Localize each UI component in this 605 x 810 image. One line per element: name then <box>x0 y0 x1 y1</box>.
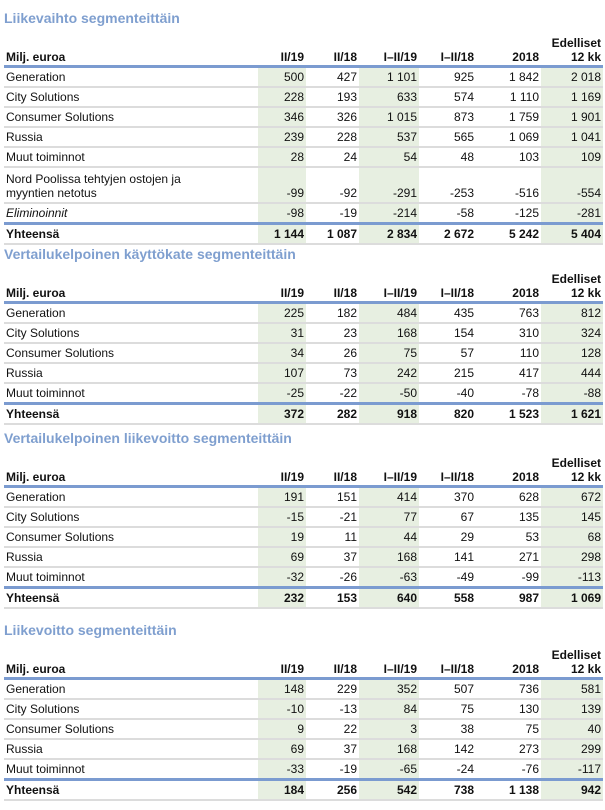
cell-value: 628 <box>476 487 541 508</box>
cell-value: 417 <box>476 363 541 383</box>
column-header-line2: 12 kk <box>570 286 601 300</box>
cell-value: -10 <box>258 699 306 719</box>
cell-value: -49 <box>419 567 476 588</box>
cell-value: 215 <box>419 363 476 383</box>
cell-value: 142 <box>419 739 476 759</box>
total-label: Yhteensä <box>4 404 258 425</box>
cell-value: -63 <box>359 567 419 588</box>
cell-value: 812 <box>541 303 603 324</box>
cell-value: -516 <box>476 167 541 203</box>
row-label: City Solutions <box>4 507 258 527</box>
cell-value: 23 <box>306 323 359 343</box>
column-header-line1: Edelliset <box>551 36 601 50</box>
cell-value: 84 <box>359 699 419 719</box>
cell-value: -78 <box>476 383 541 404</box>
cell-value: -24 <box>419 759 476 780</box>
cell-value: 346 <box>258 107 306 127</box>
cell-value: -125 <box>476 203 541 224</box>
cell-value: -13 <box>306 699 359 719</box>
cell-value: 1 041 <box>541 127 603 147</box>
total-value: 640 <box>359 588 419 609</box>
cell-value: 145 <box>541 507 603 527</box>
cell-value: -113 <box>541 567 603 588</box>
table-row <box>4 547 603 567</box>
table-row <box>4 147 603 167</box>
column-header-line2: 12 kk <box>570 662 601 676</box>
column-header: I–II/19 <box>359 272 419 303</box>
cell-value: -40 <box>419 383 476 404</box>
cell-value: 24 <box>306 147 359 167</box>
cell-value: 3 <box>359 719 419 739</box>
section-title: Liikevoitto segmenteittäin <box>4 622 177 638</box>
cell-value: 54 <box>359 147 419 167</box>
cell-value: 9 <box>258 719 306 739</box>
row-label: Consumer Solutions <box>4 719 258 739</box>
column-header-trailing <box>541 456 603 487</box>
cell-value: 2 018 <box>541 67 603 88</box>
header-row <box>4 648 603 679</box>
table-row <box>4 699 603 719</box>
cell-value: 57 <box>419 343 476 363</box>
row-label: Russia <box>4 547 258 567</box>
cell-value: 324 <box>541 323 603 343</box>
table-row <box>4 67 603 88</box>
cell-value: 191 <box>258 487 306 508</box>
cell-value: 763 <box>476 303 541 324</box>
total-row <box>4 780 603 801</box>
cell-value: -58 <box>419 203 476 224</box>
cell-value: 34 <box>258 343 306 363</box>
row-label-line1: Nord Poolissa tehtyjen ostojen ja <box>6 172 181 186</box>
row-label: Generation <box>4 67 258 88</box>
total-value: 256 <box>306 780 359 801</box>
cell-value: 193 <box>306 87 359 107</box>
column-header: I–II/18 <box>419 36 476 67</box>
total-value: 1 069 <box>541 588 603 609</box>
column-header-line2: 12 kk <box>570 50 601 64</box>
row-label: Russia <box>4 739 258 759</box>
total-value: 1 144 <box>258 224 306 245</box>
cell-value: 29 <box>419 527 476 547</box>
cell-value: 130 <box>476 699 541 719</box>
table-row <box>4 567 603 588</box>
cell-value: 427 <box>306 67 359 88</box>
cell-value: -253 <box>419 167 476 203</box>
cell-value: 135 <box>476 507 541 527</box>
cell-value: 873 <box>419 107 476 127</box>
total-value: 232 <box>258 588 306 609</box>
cell-value: -99 <box>476 567 541 588</box>
cell-value: 168 <box>359 323 419 343</box>
table-row <box>4 107 603 127</box>
cell-value: 31 <box>258 323 306 343</box>
cell-value: -22 <box>306 383 359 404</box>
column-header: I–II/18 <box>419 456 476 487</box>
cell-value: 109 <box>541 147 603 167</box>
row-label-line2: myyntien netotus <box>6 186 97 200</box>
cell-value: 500 <box>258 67 306 88</box>
segment-table <box>4 36 603 245</box>
cell-value: 326 <box>306 107 359 127</box>
segment-table <box>4 648 603 801</box>
cell-value: -76 <box>476 759 541 780</box>
cell-value: 11 <box>306 527 359 547</box>
table-row <box>4 87 603 107</box>
cell-value: 22 <box>306 719 359 739</box>
cell-value: 1 759 <box>476 107 541 127</box>
cell-value: 77 <box>359 507 419 527</box>
cell-value: -281 <box>541 203 603 224</box>
cell-value: 37 <box>306 739 359 759</box>
column-header-label: Milj. euroa <box>4 272 258 303</box>
cell-value: 581 <box>541 679 603 700</box>
row-label: Generation <box>4 303 258 324</box>
total-label: Yhteensä <box>4 224 258 245</box>
cell-value: 154 <box>419 323 476 343</box>
column-header: I–II/18 <box>419 272 476 303</box>
total-value: 542 <box>359 780 419 801</box>
column-header-trailing <box>541 648 603 679</box>
cell-value: 229 <box>306 679 359 700</box>
column-header: 2018 <box>476 648 541 679</box>
column-header-line1: Edelliset <box>551 648 601 662</box>
column-header: 2018 <box>476 272 541 303</box>
column-header: 2018 <box>476 36 541 67</box>
total-row <box>4 224 603 245</box>
column-header: II/18 <box>306 272 359 303</box>
section-title: Liikevaihto segmenteittäin <box>4 10 180 26</box>
table-row <box>4 679 603 700</box>
total-value: 820 <box>419 404 476 425</box>
table-section <box>0 4 605 241</box>
cell-value: 110 <box>476 343 541 363</box>
table-row <box>4 323 603 343</box>
cell-value: -92 <box>306 167 359 203</box>
cell-value: 69 <box>258 547 306 567</box>
header-row <box>4 456 603 487</box>
cell-value: 69 <box>258 739 306 759</box>
total-value: 558 <box>419 588 476 609</box>
cell-value: 1 110 <box>476 87 541 107</box>
table-row <box>4 527 603 547</box>
row-label: Generation <box>4 487 258 508</box>
table-row <box>4 739 603 759</box>
total-value: 2 834 <box>359 224 419 245</box>
column-header: II/18 <box>306 456 359 487</box>
row-label: Russia <box>4 127 258 147</box>
cell-value: 38 <box>419 719 476 739</box>
row-label: City Solutions <box>4 699 258 719</box>
table-row <box>4 759 603 780</box>
table-row <box>4 719 603 739</box>
cell-value: 67 <box>419 507 476 527</box>
table-row <box>4 507 603 527</box>
cell-value: 128 <box>541 343 603 363</box>
total-value: 942 <box>541 780 603 801</box>
column-header: II/19 <box>258 272 306 303</box>
column-header: II/18 <box>306 648 359 679</box>
cell-value: -33 <box>258 759 306 780</box>
section-title: Vertailukelpoinen käyttökate segmenteittäin <box>4 246 296 262</box>
cell-value: 68 <box>541 527 603 547</box>
table-row <box>4 303 603 324</box>
total-value: 5 242 <box>476 224 541 245</box>
table-row <box>4 167 603 203</box>
cell-value: -25 <box>258 383 306 404</box>
cell-value: 298 <box>541 547 603 567</box>
cell-value: 1 015 <box>359 107 419 127</box>
total-value: 2 672 <box>419 224 476 245</box>
cell-value: 299 <box>541 739 603 759</box>
total-label: Yhteensä <box>4 780 258 801</box>
cell-value: 75 <box>476 719 541 739</box>
total-value: 738 <box>419 780 476 801</box>
table-row <box>4 343 603 363</box>
table-section <box>0 244 605 434</box>
column-header-label: Milj. euroa <box>4 648 258 679</box>
cell-value: -88 <box>541 383 603 404</box>
cell-value: 672 <box>541 487 603 508</box>
cell-value: 310 <box>476 323 541 343</box>
cell-value: 225 <box>258 303 306 324</box>
cell-value: 37 <box>306 547 359 567</box>
cell-value: 28 <box>258 147 306 167</box>
row-label: Consumer Solutions <box>4 343 258 363</box>
cell-value: 736 <box>476 679 541 700</box>
cell-value: 151 <box>306 487 359 508</box>
cell-value: 273 <box>476 739 541 759</box>
cell-value: -117 <box>541 759 603 780</box>
cell-value: -65 <box>359 759 419 780</box>
total-row <box>4 588 603 609</box>
cell-value: 633 <box>359 87 419 107</box>
column-header-trailing <box>541 36 603 67</box>
cell-value: 484 <box>359 303 419 324</box>
total-value: 372 <box>258 404 306 425</box>
cell-value: 75 <box>419 699 476 719</box>
segment-table <box>4 456 603 609</box>
total-row <box>4 404 603 425</box>
row-label <box>4 167 258 203</box>
cell-value: 107 <box>258 363 306 383</box>
cell-value: -50 <box>359 383 419 404</box>
cell-value: 228 <box>306 127 359 147</box>
header-row <box>4 36 603 67</box>
total-label: Yhteensä <box>4 588 258 609</box>
cell-value: 48 <box>419 147 476 167</box>
cell-value: 19 <box>258 527 306 547</box>
cell-value: 168 <box>359 547 419 567</box>
total-value: 987 <box>476 588 541 609</box>
column-header-label: Milj. euroa <box>4 456 258 487</box>
row-label: Consumer Solutions <box>4 527 258 547</box>
row-label: Russia <box>4 363 258 383</box>
cell-value: 925 <box>419 67 476 88</box>
column-header-line1: Edelliset <box>551 456 601 470</box>
cell-value: 148 <box>258 679 306 700</box>
cell-value: 565 <box>419 127 476 147</box>
cell-value: 40 <box>541 719 603 739</box>
table-row <box>4 363 603 383</box>
cell-value: 1 842 <box>476 67 541 88</box>
cell-value: 1 069 <box>476 127 541 147</box>
row-label: Muut toiminnot <box>4 567 258 588</box>
cell-value: 242 <box>359 363 419 383</box>
row-label: Generation <box>4 679 258 700</box>
column-header: I–II/18 <box>419 648 476 679</box>
cell-value: 182 <box>306 303 359 324</box>
total-value: 1 523 <box>476 404 541 425</box>
row-label: Consumer Solutions <box>4 107 258 127</box>
column-header: II/19 <box>258 456 306 487</box>
cell-value: 1 101 <box>359 67 419 88</box>
cell-value: -26 <box>306 567 359 588</box>
cell-value: 444 <box>541 363 603 383</box>
cell-value: 507 <box>419 679 476 700</box>
row-label: City Solutions <box>4 87 258 107</box>
table-row <box>4 383 603 404</box>
cell-value: -98 <box>258 203 306 224</box>
cell-value: 73 <box>306 363 359 383</box>
total-value: 282 <box>306 404 359 425</box>
row-label: City Solutions <box>4 323 258 343</box>
total-value: 5 404 <box>541 224 603 245</box>
cell-value: 53 <box>476 527 541 547</box>
cell-value: 1 901 <box>541 107 603 127</box>
cell-value: 1 169 <box>541 87 603 107</box>
column-header: 2018 <box>476 456 541 487</box>
cell-value: 239 <box>258 127 306 147</box>
column-header: I–II/19 <box>359 456 419 487</box>
table-section <box>0 620 605 810</box>
cell-value: 44 <box>359 527 419 547</box>
cell-value: 141 <box>419 547 476 567</box>
total-value: 1 138 <box>476 780 541 801</box>
cell-value: 139 <box>541 699 603 719</box>
column-header: II/19 <box>258 648 306 679</box>
row-label: Muut toiminnot <box>4 759 258 780</box>
total-value: 918 <box>359 404 419 425</box>
header-row <box>4 272 603 303</box>
cell-value: 352 <box>359 679 419 700</box>
cell-value: 370 <box>419 487 476 508</box>
cell-value: -99 <box>258 167 306 203</box>
column-header-line1: Edelliset <box>551 272 601 286</box>
row-label: Muut toiminnot <box>4 147 258 167</box>
cell-value: 103 <box>476 147 541 167</box>
cell-value: -19 <box>306 759 359 780</box>
cell-value: -15 <box>258 507 306 527</box>
column-header: II/19 <box>258 36 306 67</box>
total-value: 184 <box>258 780 306 801</box>
total-value: 1 087 <box>306 224 359 245</box>
cell-value: -554 <box>541 167 603 203</box>
cell-value: 271 <box>476 547 541 567</box>
table-section <box>0 428 605 618</box>
total-value: 1 621 <box>541 404 603 425</box>
cell-value: 414 <box>359 487 419 508</box>
total-value: 153 <box>306 588 359 609</box>
cell-value: 75 <box>359 343 419 363</box>
cell-value: -214 <box>359 203 419 224</box>
cell-value: 574 <box>419 87 476 107</box>
column-header: II/18 <box>306 36 359 67</box>
cell-value: 168 <box>359 739 419 759</box>
column-header-label: Milj. euroa <box>4 36 258 67</box>
table-row <box>4 127 603 147</box>
cell-value: 228 <box>258 87 306 107</box>
table-row <box>4 203 603 224</box>
cell-value: 537 <box>359 127 419 147</box>
row-label: Eliminoinnit <box>4 203 258 224</box>
cell-value: -21 <box>306 507 359 527</box>
row-label: Muut toiminnot <box>4 383 258 404</box>
column-header-trailing <box>541 272 603 303</box>
cell-value: 26 <box>306 343 359 363</box>
column-header-line2: 12 kk <box>570 470 601 484</box>
cell-value: -291 <box>359 167 419 203</box>
cell-value: -19 <box>306 203 359 224</box>
cell-value: 435 <box>419 303 476 324</box>
cell-value: -32 <box>258 567 306 588</box>
column-header: I–II/19 <box>359 648 419 679</box>
section-title: Vertailukelpoinen liikevoitto segmenteittäin <box>4 430 292 446</box>
column-header: I–II/19 <box>359 36 419 67</box>
segment-table <box>4 272 603 425</box>
table-row <box>4 487 603 508</box>
